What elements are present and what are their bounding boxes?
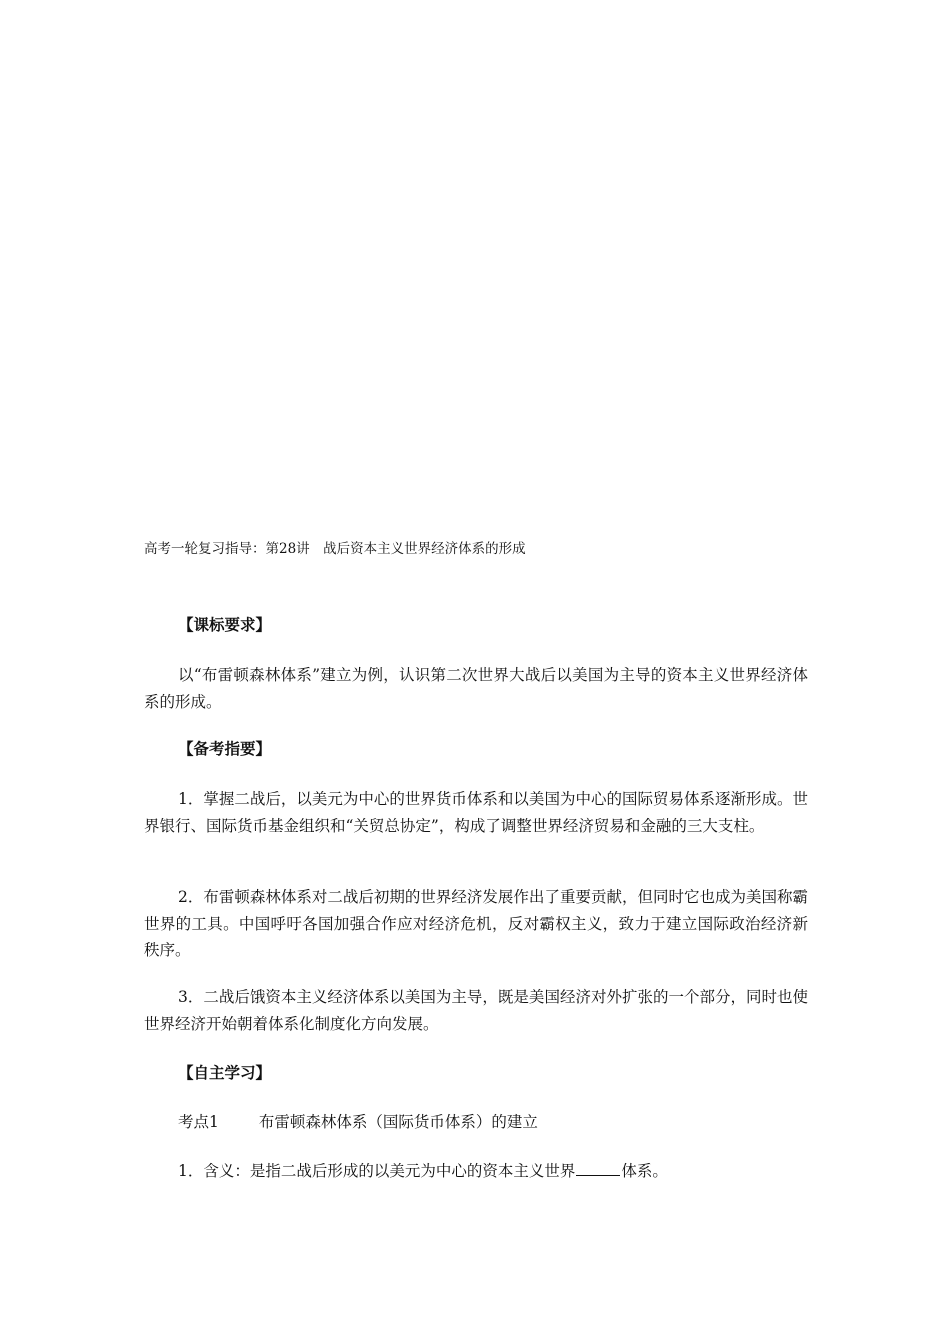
document-title: 高考一轮复习指导：第28讲 战后资本主义世界经济体系的形成 (144, 541, 526, 557)
self-study-item-1-suffix: 体系。 (621, 1162, 668, 1180)
exam-guide-heading: 【备考指要】 (178, 739, 272, 758)
self-study-item-1 (178, 1160, 668, 1182)
exam-guide-item-3: 3．二战后饿资本主义经济体系以美国为主导，既是美国经济对外扩张的一个部分，同时也使世界经济开始朝着体系化制度化方向发展。 (144, 988, 808, 1033)
curriculum-paragraph: 以“布雷顿森林体系”建立为例，认识第二次世界大战后以美国为主导的资本主义世界经济体系的形成。 (144, 666, 808, 711)
exam-guide-item-2: 2．布雷顿森林体系对二战后初期的世界经济发展作出了重要贡献，但同时它也成为美国称霸世界的工具。中国呼吁各国加强合作应对经济危机，反对霸权主义，致力于建立国际政治经济新秩序。 (144, 888, 808, 959)
fill-in-blank[interactable] (576, 1160, 620, 1176)
self-study-heading: 【自主学习】 (178, 1063, 272, 1082)
exam-point-1 (178, 1111, 538, 1133)
curriculum-heading: 【课标要求】 (178, 615, 272, 634)
exam-point-label: 考点1 (178, 1113, 219, 1131)
self-study-item-1-text: 1．含义：是指二战后形成的以美元为中心的资本主义世界 (178, 1162, 576, 1180)
exam-point-title: 布雷顿森林体系（国际货币体系）的建立 (258, 1113, 538, 1131)
exam-guide-item-1: 1．掌握二战后，以美元为中心的世界货币体系和以美国为中心的国际贸易体系逐渐形成。世界银行、国际货币基金组织和“关贸总协定”，构成了调整世界经济贸易和金融的三大支柱。 (144, 790, 808, 835)
